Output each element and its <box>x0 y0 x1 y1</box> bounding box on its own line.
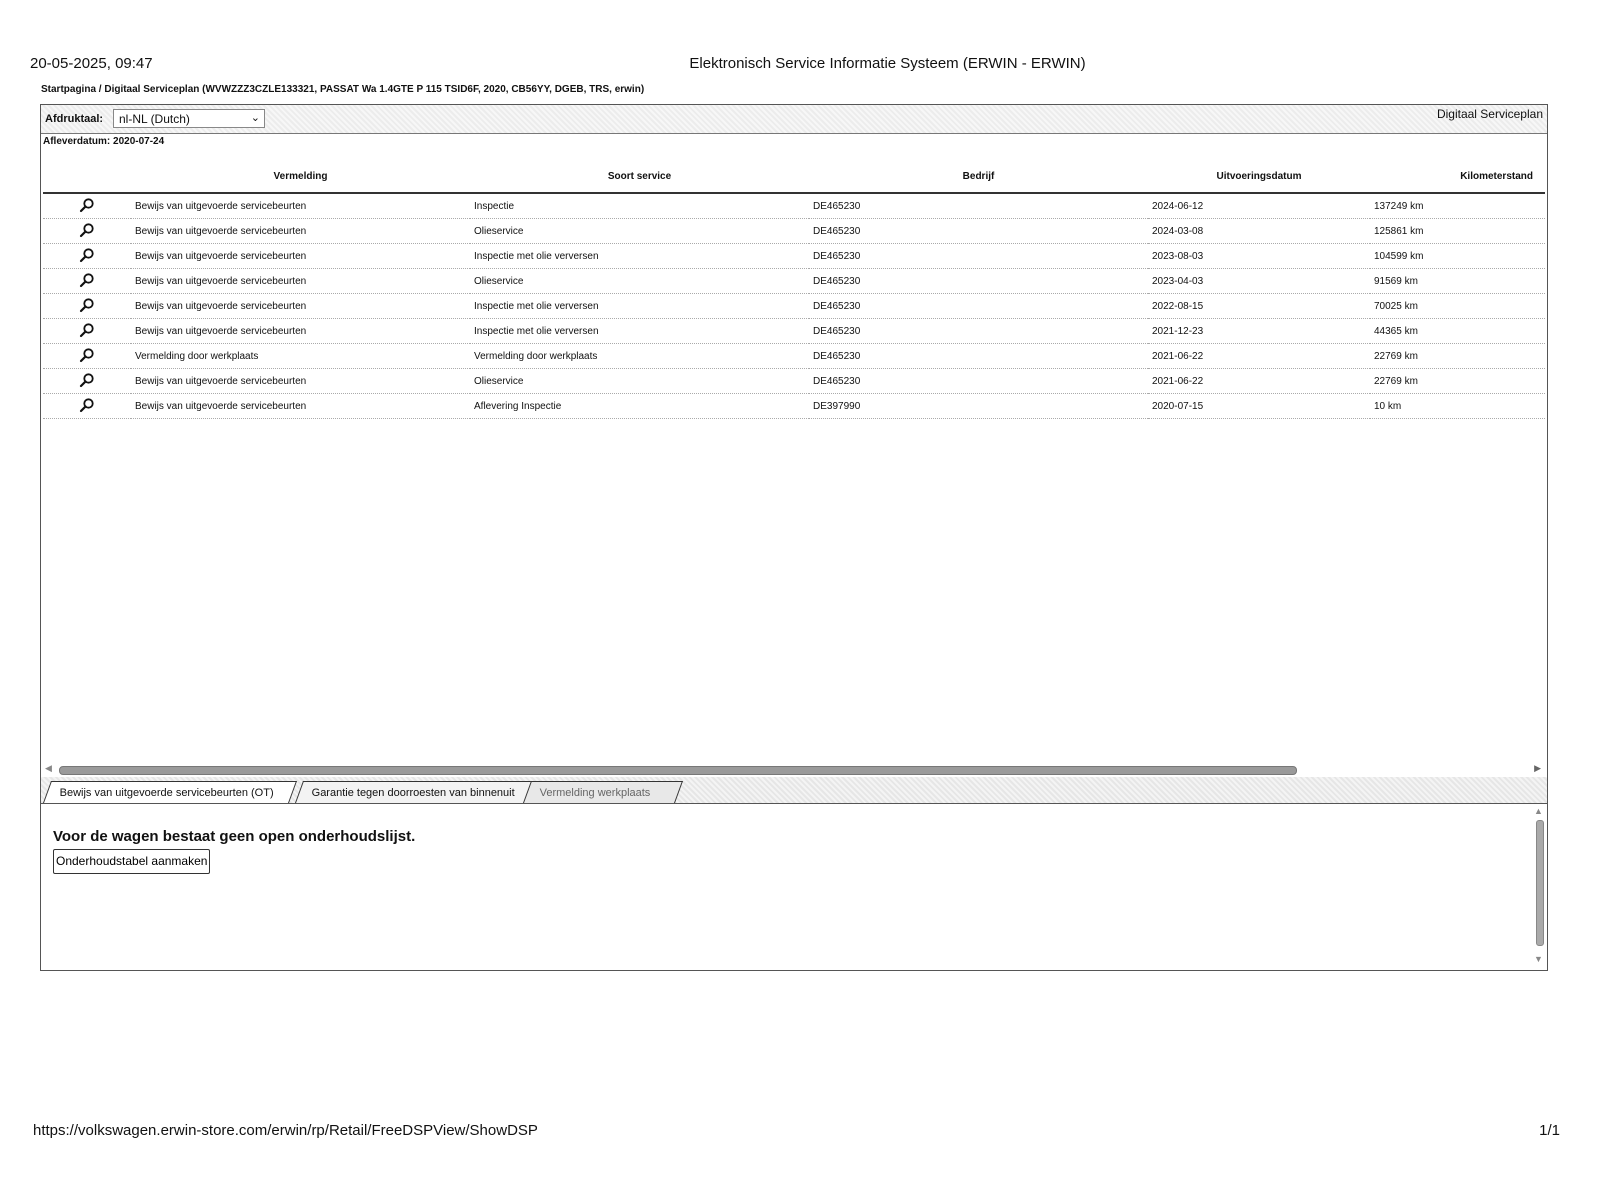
column-header-uitvoeringsdatum[interactable]: Uitvoeringsdatum <box>1148 160 1370 193</box>
scroll-right-icon[interactable]: ▶ <box>1534 763 1541 773</box>
cell-datum: 2024-03-08 <box>1148 219 1370 244</box>
cell-km: 10 km <box>1370 394 1545 419</box>
magnifier-icon[interactable] <box>79 205 95 216</box>
row-action-cell <box>43 244 131 269</box>
cell-km: 44365 km <box>1370 319 1545 344</box>
vertical-scroll-thumb[interactable] <box>1536 820 1544 946</box>
magnifier-icon[interactable] <box>79 305 95 316</box>
service-table <box>43 160 1545 419</box>
cell-bedrijf: DE465230 <box>809 244 1148 269</box>
delivery-date: Afleverdatum: 2020-07-24 <box>43 136 165 147</box>
row-action-cell <box>43 219 131 244</box>
table-row[interactable] <box>43 294 1545 319</box>
cell-km: 91569 km <box>1370 269 1545 294</box>
no-maintenance-notice: Voor de wagen bestaat geen open onderhoudslijst. <box>53 828 416 845</box>
create-maintenance-table-button[interactable]: Onderhoudstabel aanmaken <box>53 849 210 874</box>
cell-km: 70025 km <box>1370 294 1545 319</box>
cell-bedrijf: DE465230 <box>809 193 1148 219</box>
print-title: Elektronisch Service Informatie Systeem (ERWIN - ERWIN) <box>689 55 1086 72</box>
cell-datum: 2023-08-03 <box>1148 244 1370 269</box>
row-action-cell <box>43 294 131 319</box>
breadcrumb[interactable]: Startpagina / Digitaal Serviceplan (WVWZZZ3CZLE133321, PASSAT Wa 1.4GTE P 115 TSID6F, 2020, CB56YY, DGEB, TRS, erwin) <box>41 84 645 95</box>
cell-soort: Inspectie met olie verversen <box>470 319 809 344</box>
horizontal-scroll-thumb[interactable] <box>59 766 1297 775</box>
vertical-scrollbar[interactable] <box>1533 804 1545 964</box>
table-row[interactable] <box>43 369 1545 394</box>
print-header <box>30 55 1570 75</box>
row-action-cell <box>43 344 131 369</box>
row-action-cell <box>43 193 131 219</box>
cell-bedrijf: DE397990 <box>809 394 1148 419</box>
language-label: Afdruktaal: <box>45 113 104 125</box>
row-action-cell <box>43 269 131 294</box>
cell-bedrijf: DE465230 <box>809 219 1148 244</box>
cell-soort: Inspectie <box>470 193 809 219</box>
cell-vermelding: Bewijs van uitgevoerde servicebeurten <box>131 244 470 269</box>
chevron-down-icon: ⌄ <box>250 112 260 124</box>
cell-vermelding: Bewijs van uitgevoerde servicebeurten <box>131 269 470 294</box>
table-body <box>43 193 1545 419</box>
row-action-cell <box>43 369 131 394</box>
table-row[interactable] <box>43 344 1545 369</box>
cell-datum: 2020-07-15 <box>1148 394 1370 419</box>
cell-vermelding: Bewijs van uitgevoerde servicebeurten <box>131 193 470 219</box>
table-row[interactable] <box>43 244 1545 269</box>
cell-bedrijf: DE465230 <box>809 369 1148 394</box>
page-url: https://volkswagen.erwin-store.com/erwin/rp/Retail/FreeDSPView/ShowDSP <box>33 1122 538 1139</box>
row-action-cell <box>43 319 131 344</box>
cell-vermelding: Bewijs van uitgevoerde servicebeurten <box>131 394 470 419</box>
table-row[interactable] <box>43 219 1545 244</box>
cell-km: 137249 km <box>1370 193 1545 219</box>
horizontal-scrollbar[interactable] <box>43 763 1545 777</box>
magnifier-icon[interactable] <box>79 255 95 266</box>
cell-datum: 2024-06-12 <box>1148 193 1370 219</box>
column-header-soort-service[interactable]: Soort service <box>470 160 809 193</box>
cell-soort: Vermelding door werkplaats <box>470 344 809 369</box>
row-action-cell <box>43 394 131 419</box>
language-select[interactable] <box>113 109 265 128</box>
magnifier-icon[interactable] <box>79 380 95 391</box>
scroll-up-icon[interactable]: ▲ <box>1534 806 1543 816</box>
cell-soort: Aflevering Inspectie <box>470 394 809 419</box>
language-select-value: nl-NL (Dutch) <box>119 112 190 126</box>
cell-km: 104599 km <box>1370 244 1545 269</box>
cell-bedrijf: DE465230 <box>809 319 1148 344</box>
table-row[interactable] <box>43 394 1545 419</box>
cell-soort: Olieservice <box>470 219 809 244</box>
print-datetime: 20-05-2025, 09:47 <box>30 55 153 72</box>
cell-datum: 2021-06-22 <box>1148 369 1370 394</box>
table-row[interactable] <box>43 269 1545 294</box>
tab-label: Garantie tegen doorroesten van binnenuit <box>311 787 515 799</box>
tab-label: Vermelding werkplaats <box>539 787 651 799</box>
column-header-action <box>43 160 131 193</box>
magnifier-icon[interactable] <box>79 280 95 291</box>
magnifier-icon[interactable] <box>79 230 95 241</box>
tab-label: Bewijs van uitgevoerde servicebeurten (OT) <box>59 787 274 799</box>
table-row[interactable] <box>43 319 1545 344</box>
column-header-bedrijf[interactable]: Bedrijf <box>809 160 1148 193</box>
scroll-left-icon[interactable]: ◀ <box>45 763 52 773</box>
magnifier-icon[interactable] <box>79 330 95 341</box>
table-row[interactable] <box>43 193 1545 219</box>
cell-datum: 2021-12-23 <box>1148 319 1370 344</box>
service-plan-panel <box>40 104 1548 971</box>
tab-bar <box>41 777 1547 804</box>
cell-datum: 2023-04-03 <box>1148 269 1370 294</box>
cell-soort: Olieservice <box>470 369 809 394</box>
scroll-down-icon[interactable]: ▼ <box>1534 954 1543 964</box>
page-number: 1/1 <box>1539 1122 1560 1139</box>
cell-bedrijf: DE465230 <box>809 344 1148 369</box>
tab-vermelding-werkplaats[interactable] <box>523 781 683 803</box>
cell-vermelding: Bewijs van uitgevoerde servicebeurten <box>131 369 470 394</box>
cell-vermelding: Vermelding door werkplaats <box>131 344 470 369</box>
cell-km: 22769 km <box>1370 344 1545 369</box>
column-header-vermelding[interactable]: Vermelding <box>131 160 470 193</box>
cell-bedrijf: DE465230 <box>809 269 1148 294</box>
table-header-row <box>43 160 1545 193</box>
cell-datum: 2021-06-22 <box>1148 344 1370 369</box>
column-header-kilometerstand[interactable]: Kilometerstand <box>1370 160 1545 193</box>
cell-km: 22769 km <box>1370 369 1545 394</box>
cell-vermelding: Bewijs van uitgevoerde servicebeurten <box>131 319 470 344</box>
cell-vermelding: Bewijs van uitgevoerde servicebeurten <box>131 219 470 244</box>
toolbar <box>41 105 1547 134</box>
panel-title: Digitaal Serviceplan <box>1436 107 1543 121</box>
cell-km: 125861 km <box>1370 219 1545 244</box>
cell-datum: 2022-08-15 <box>1148 294 1370 319</box>
cell-bedrijf: DE465230 <box>809 294 1148 319</box>
cell-soort: Inspectie met olie verversen <box>470 244 809 269</box>
tab-garantie[interactable] <box>295 781 545 803</box>
cell-vermelding: Bewijs van uitgevoerde servicebeurten <box>131 294 470 319</box>
cell-soort: Olieservice <box>470 269 809 294</box>
magnifier-icon[interactable] <box>79 405 95 416</box>
maintenance-subpanel <box>41 804 1547 970</box>
tab-servicebeurten[interactable] <box>43 781 297 803</box>
magnifier-icon[interactable] <box>79 355 95 366</box>
cell-soort: Inspectie met olie verversen <box>470 294 809 319</box>
